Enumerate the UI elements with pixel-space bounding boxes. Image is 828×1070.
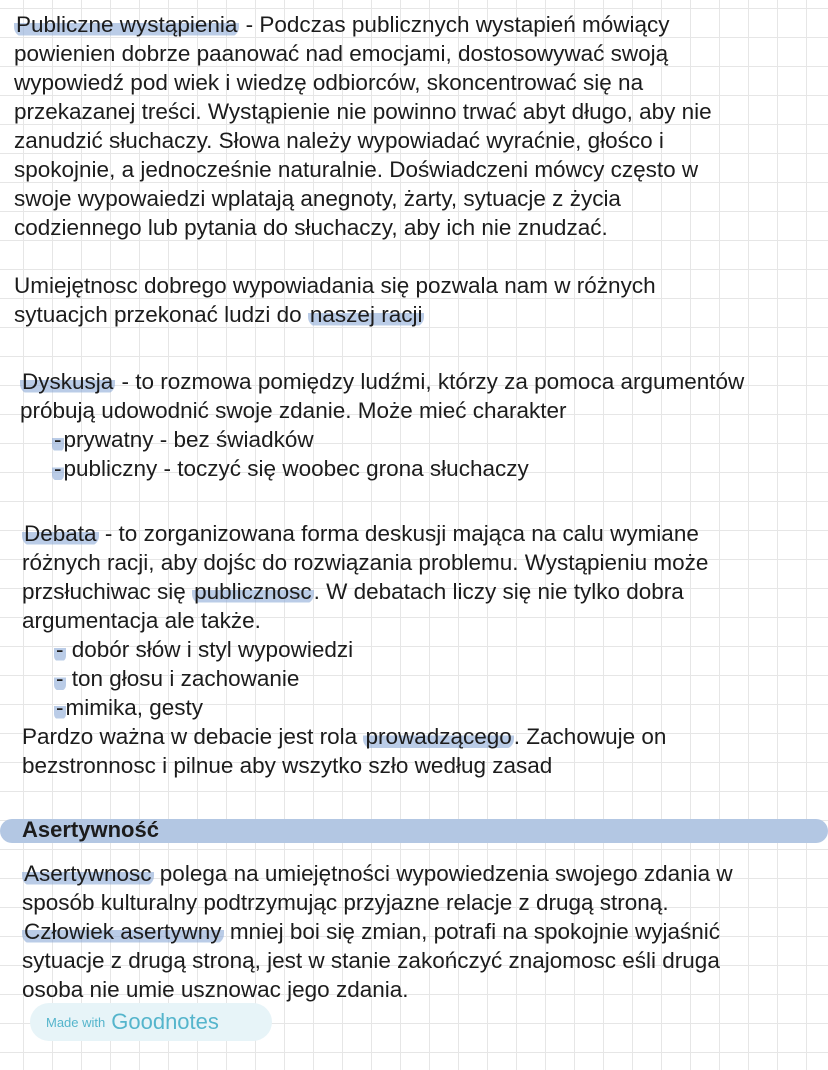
text-line [14,126,712,155]
highlighted-text: publicznosc [194,579,312,604]
text-segment: Pardzo ważna w debacie jest rola [22,724,364,749]
text-line [22,664,708,693]
section-debata [22,519,708,780]
text-line [22,722,708,751]
text-line [22,859,733,888]
text-line [14,271,656,300]
text-segment: polega na umiejętności wypowiedzenia swojego zdania w [153,861,733,886]
text-line [22,751,708,780]
text-line [22,577,708,606]
badge-small-text: Made with [46,1014,106,1030]
text-segment: mniej boi się zmian, potrafi na spokojnie wyjaśnić [223,919,721,944]
text-line [14,213,712,242]
badge-brand: Goodnotes [111,1009,219,1034]
section-asertywnosc [22,859,733,1004]
highlighted-text: - [54,456,62,481]
text-segment: próbują udowodnić swoje zdanie. Może mieć charakter [20,398,567,423]
text-segment: zanudzić słuchaczy. Słowa należy wypowiadać wyraćnie, głośco i [14,128,664,153]
text-segment: codziennego lub pytania do słuchaczy, aby ich nie znudzać. [14,215,608,240]
text-segment: różnych racji, aby dojśc do rozwiązania problemu. Wystąpieniu może [22,550,709,575]
text-line [14,155,712,184]
text-segment: publiczny - toczyć się woobec grona słuchaczy [63,456,529,481]
text-segment: przekazanej treści. Wystąpienie nie powinno trwać abyt długo, aby nie [14,99,712,124]
text-line [22,888,733,917]
text-segment: bezstronnosc i pilnue aby wszytko szło według zasad [22,753,553,778]
text-line [14,68,712,97]
text-line [22,975,733,1004]
text-segment: . Zachowuje on [513,724,667,749]
text-line [20,396,744,425]
text-segment: - Podczas publicznych wystapień mówiący [239,12,670,37]
section-publiczne-wystapienia [14,10,712,242]
text-segment: Umiejętnosc dobrego wypowiadania się pozwala nam w różnych [14,273,656,298]
text-segment: wypowiedź pod wiek i wiedzę odbiorców, skoncentrować się na [14,70,644,95]
highlighted-text: Dyskusja [22,369,114,394]
text-line [22,606,708,635]
text-segment: swoje wypowaiedzi wplatają anegnoty, żarty, sytuacje z życia [14,186,621,211]
text-line [20,367,744,396]
text-segment: dobór słów i styl wypowiedzi [65,637,354,662]
text-segment: argumentacja ale także. [22,608,261,633]
heading-asertywnosc: Asertywność [22,817,159,842]
text-line [22,519,708,548]
highlighted-text: Człowiek asertywny [24,919,222,944]
section-dyskusja [20,367,744,483]
text-segment: prywatny - bez świadków [63,427,314,452]
highlighted-text: prowadzącego [365,724,512,749]
text-line [14,300,656,329]
goodnotes-badge[interactable] [30,1003,272,1041]
text-segment: sytuacjch przekonać ludzi do [14,302,308,327]
text-line [22,946,733,975]
highlighted-text: - [56,695,64,720]
highlighted-text: Asertywnosc [24,861,152,886]
text-line [14,39,712,68]
text-line [20,425,744,454]
text-segment: - to rozmowa pomiędzy ludźmi, którzy za pomoca argumentów [115,369,745,394]
highlighted-text: - [56,637,64,662]
highlighted-text: naszej racji [309,302,423,327]
text-segment: sposób kulturalny podtrzymując przyjazne relacje z drugą stroną. [22,890,669,915]
text-line [22,917,733,946]
paragraph-umiejetnosc [14,271,656,329]
text-segment: spokojnie, a jednocześnie naturalnie. Doświadczeni mówcy często w [14,157,699,182]
highlighted-text: - [54,427,62,452]
text-line [22,548,708,577]
text-segment: ton głosu i zachowanie [65,666,300,691]
text-line [22,635,708,664]
text-segment: - to zorganizowana forma deskusji mająca na calu wymiane [98,521,699,546]
text-line [14,97,712,126]
highlighted-text: Debata [24,521,97,546]
text-segment: osoba nie umie usznowac jego zdania. [22,977,409,1002]
text-segment: przsłuchiwac się [22,579,193,604]
text-segment: powienien dobrze paanować nad emocjami, dostosowywać swoją [14,41,669,66]
highlighted-text: - [56,666,64,691]
highlighted-text: Publiczne wystąpienia [16,12,238,37]
text-segment: sytuacje z drugą stroną, jest w stanie zakończyć znajomosc eśli druga [22,948,720,973]
text-line [14,184,712,213]
text-segment: mimika, gesty [65,695,204,720]
text-line [22,693,708,722]
text-segment: . W debatach liczy się nie tylko dobra [313,579,684,604]
text-line [20,454,744,483]
text-line [14,10,712,39]
